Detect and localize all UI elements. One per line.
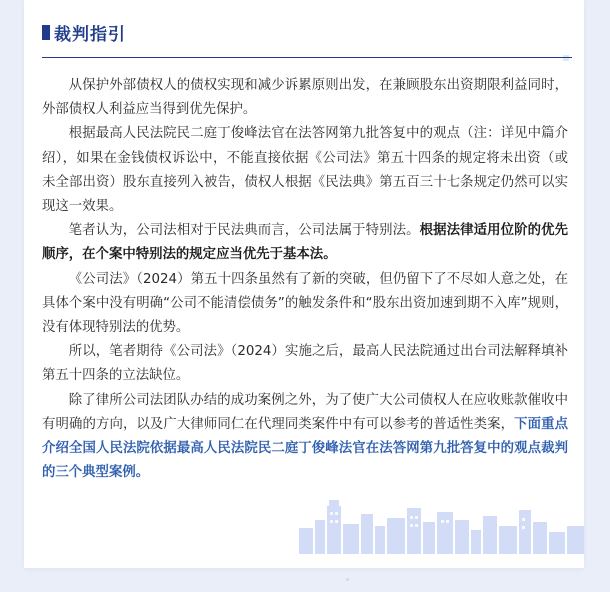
divider-end-ornament-icon [560, 52, 572, 64]
article-body [42, 74, 568, 485]
paragraph-3 [42, 219, 568, 267]
paragraph-5: 所以，笔者期待《公司法》（2024）实施之后，最高人民法院通过出台司法解释填补第五十四条的立法缺位。 [42, 344, 568, 384]
paragraph-6-highlight: 下面重点介绍全国人民法院依据最高人民法院民二庭丁俊峰法官在法答网第九批答复中的观点裁判的三个典型案例。 [42, 416, 569, 481]
article-card [24, 0, 584, 568]
header-divider [42, 57, 560, 58]
paragraph-6-plain: 除了律所公司法团队办结的成功案例之外，为了使广大公司债权人在应收账款催收中有明确的方向，以及广大律师同仁在代理同类案件中有可以参考的普适性类案， [42, 392, 568, 432]
section-title: 裁判指引 [54, 24, 126, 45]
title-marker-icon [42, 25, 50, 40]
bottom-dot [346, 578, 349, 581]
city-skyline-icon [299, 496, 584, 554]
paragraph-2: 根据最高人民法院民二庭丁俊峰法官在法答网第九批答复中的观点（注：详见中篇介绍），如果在金钱债权诉讼中，不能直接依据《公司法》第五十四条的规定将未出资（或未全部出资）股东直接列入被告，债权人根据《民法典》第五百三十七条规定仍然可以实现这一效果。 [42, 126, 568, 215]
paragraph-6 [42, 389, 568, 486]
paragraph-1: 从保护外部债权人的债权实现和减少诉累原则出发，在兼顾股东出资期限利益同时，外部债权人利益应当得到优先保护。 [42, 78, 568, 118]
paragraph-3-emphasis: 根据法律适用位阶的优先顺序，在个案中特别法的规定应当优先于基本法。 [42, 223, 569, 263]
section-header [42, 18, 126, 46]
paragraph-3-plain: 笔者认为，公司法相对于民法典而言，公司法属于特别法。 [68, 223, 420, 239]
paragraph-4: 《公司法》（2024）第五十四条虽然有了新的突破，但仍留下了不尽如人意之处，在具体个案中没有明确“公司不能清偿债务”的触发条件和“股东出资加速到期不入库”规则，没有体现特别法的优势。 [42, 271, 568, 336]
